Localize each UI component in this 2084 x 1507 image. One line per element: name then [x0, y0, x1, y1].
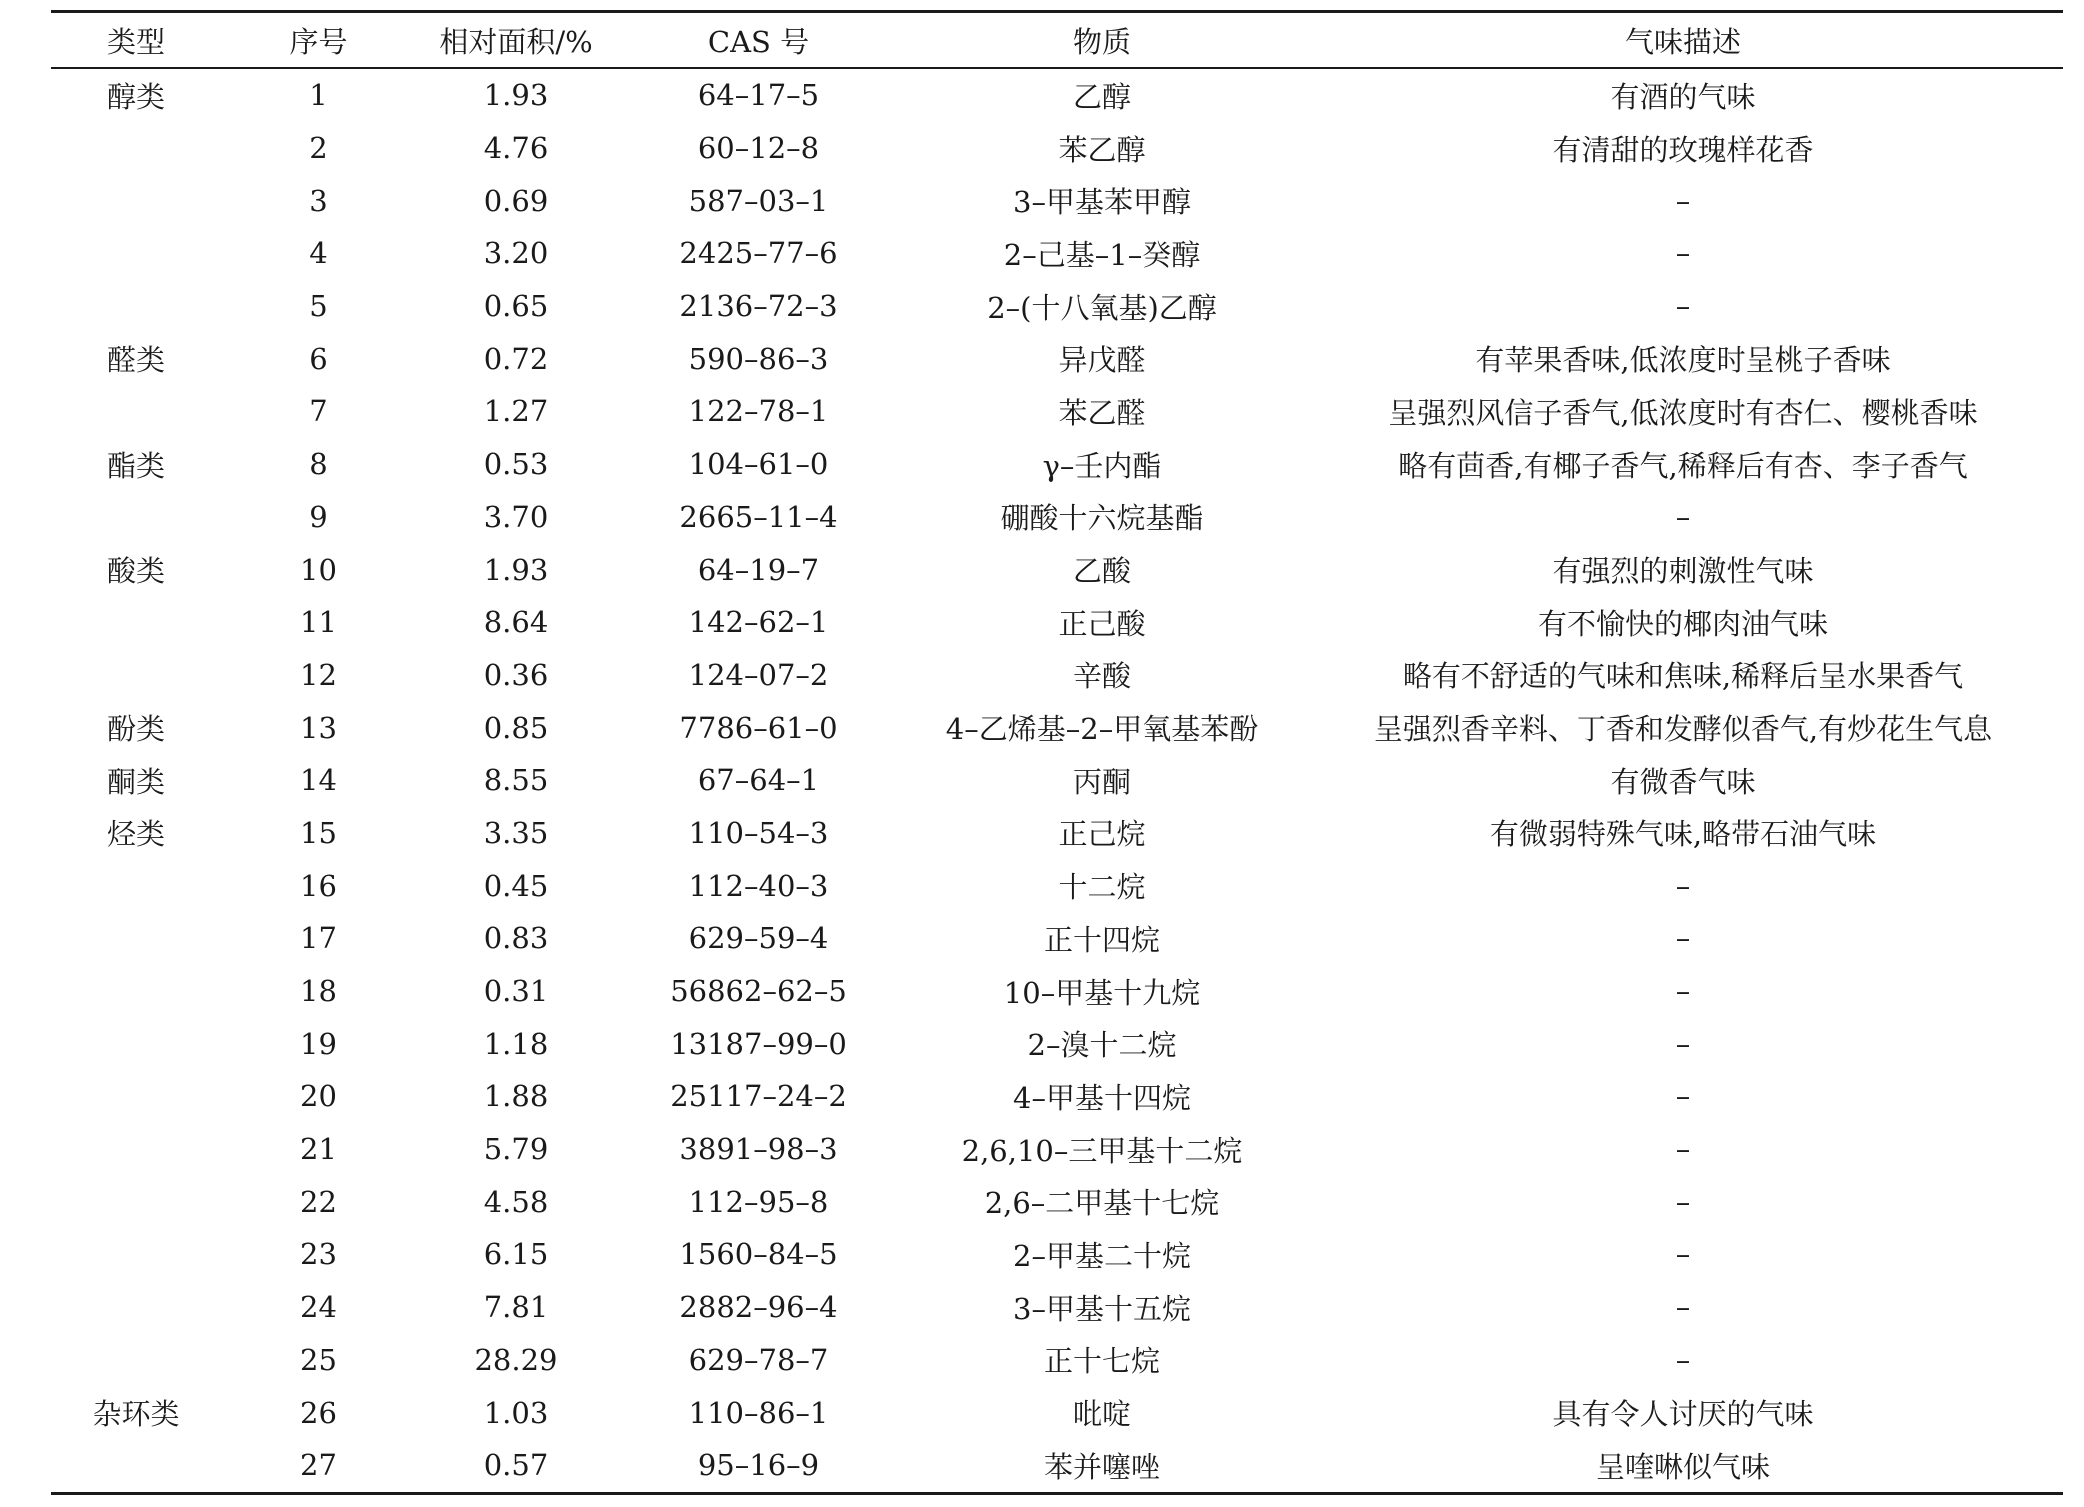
cell-type: 杂环类: [92, 1397, 180, 1432]
cell-area: 28.29: [474, 1342, 558, 1377]
cell-no: 13: [300, 710, 337, 745]
cell-substance: 3–甲基十五烷: [1013, 1291, 1191, 1326]
table-row: [51, 227, 2063, 280]
cell-no: 17: [300, 921, 337, 956]
cell-area: 5.79: [483, 1132, 549, 1167]
cell-type: 烃类: [106, 817, 165, 852]
cell-no: 10: [300, 552, 337, 587]
cell-area: 7.81: [483, 1290, 549, 1325]
cell-area: 6.15: [483, 1237, 549, 1272]
table-row: [51, 1281, 2063, 1334]
cell-no: 23: [300, 1237, 337, 1272]
bottom-rule: [51, 1492, 2063, 1495]
cell-area: 0.36: [483, 657, 549, 692]
cell-type: 酸类: [106, 554, 165, 589]
cell-no: 6: [309, 341, 328, 376]
table-row: [51, 385, 2063, 438]
table-row: [51, 438, 2063, 491]
cell-type: [51, 227, 221, 280]
cell-area: 3.70: [483, 499, 549, 534]
header-row: [51, 13, 2063, 67]
cell-area: 0.53: [483, 447, 549, 482]
cell-type: [51, 280, 221, 333]
cell-type: [51, 1334, 221, 1387]
cell-type: 醛类: [106, 343, 165, 378]
cell-substance: 正己烷: [1058, 817, 1146, 852]
cell-area: 3.20: [483, 236, 549, 271]
cell-area: 3.35: [483, 815, 549, 850]
header-type: 类型: [106, 24, 165, 59]
cell-type: [51, 174, 221, 227]
cell-type: 酮类: [106, 764, 165, 799]
cell-type: [51, 965, 221, 1018]
cell-no: 27: [300, 1448, 337, 1483]
cell-odor: –: [1675, 1342, 1691, 1377]
cell-area: 0.69: [483, 183, 549, 218]
cell-type: [51, 1070, 221, 1123]
table-row: [51, 1439, 2063, 1492]
cell-area: 1.88: [483, 1079, 549, 1114]
cell-area: 0.31: [483, 974, 549, 1009]
cell-type: [51, 1281, 221, 1334]
cell-odor: 有强烈的刺激性气味: [1552, 554, 1814, 589]
cell-substance: 4–甲基十四烷: [1013, 1080, 1191, 1115]
cell-type: [51, 912, 221, 965]
cell-odor: 有酒的气味: [1610, 79, 1756, 114]
cell-odor: 有微弱特殊气味,略带石油气味: [1489, 817, 1877, 852]
cell-area: 1.18: [483, 1026, 549, 1061]
compound-table: [51, 13, 2063, 67]
cell-type: [51, 1439, 221, 1492]
cell-cas: 587–03–1: [688, 183, 829, 218]
cell-substance: 正十四烷: [1043, 922, 1160, 957]
table-row: [51, 174, 2063, 227]
cell-odor: 略有不舒适的气味和焦味,稀释后呈水果香气: [1402, 659, 1964, 694]
table-row: [51, 1123, 2063, 1176]
header-no: 序号: [289, 24, 348, 59]
cell-area: 8.55: [483, 763, 549, 798]
cell-area: 1.93: [483, 552, 549, 587]
cell-no: 14: [300, 763, 337, 798]
cell-substance: 4–乙烯基–2–甲氧基苯酚: [945, 712, 1259, 747]
cell-odor: –: [1675, 289, 1691, 324]
cell-substance: γ–壬内酯: [1042, 448, 1162, 483]
cell-cas: 112–95–8: [688, 1184, 829, 1219]
cell-type: [51, 491, 221, 544]
table-row: [51, 649, 2063, 702]
cell-area: 1.03: [483, 1395, 549, 1430]
cell-odor: 略有茴香,有椰子香气,稀释后有杏、李子香气: [1398, 448, 1968, 483]
cell-cas: 629–78–7: [688, 1342, 829, 1377]
cell-cas: 7786–61–0: [679, 710, 838, 745]
cell-type: [51, 122, 221, 175]
cell-odor: –: [1675, 1026, 1691, 1061]
cell-cas: 110–54–3: [688, 815, 829, 850]
table-row: [51, 807, 2063, 860]
cell-odor: –: [1675, 1290, 1691, 1325]
cell-substance: 3–甲基苯甲醇: [1013, 185, 1191, 220]
cell-no: 7: [309, 394, 328, 429]
table-row: [51, 1228, 2063, 1281]
cell-substance: 2,6–二甲基十七烷: [984, 1186, 1220, 1221]
cell-no: 16: [300, 868, 337, 903]
cell-no: 19: [300, 1026, 337, 1061]
cell-cas: 124–07–2: [688, 657, 829, 692]
cell-area: 1.93: [483, 78, 549, 113]
cell-no: 4: [309, 236, 328, 271]
header-area: 相对面积/%: [439, 24, 593, 59]
table-row: [51, 491, 2063, 544]
cell-substance: 吡啶: [1072, 1397, 1131, 1432]
cell-substance: 异戊醛: [1058, 343, 1146, 378]
cell-area: 0.83: [483, 921, 549, 956]
table-row: [51, 543, 2063, 596]
table-row: [51, 1386, 2063, 1439]
cell-odor: –: [1675, 921, 1691, 956]
cell-cas: 2136–72–3: [679, 289, 838, 324]
table-row: [51, 69, 2063, 122]
cell-substance: 2–甲基二十烷: [1013, 1238, 1191, 1273]
cell-type: 酯类: [106, 448, 165, 483]
table-row: [51, 332, 2063, 385]
cell-type: [51, 1123, 221, 1176]
cell-cas: 25117–24–2: [670, 1079, 847, 1114]
table-row: [51, 1017, 2063, 1070]
cell-type: 酚类: [106, 712, 165, 747]
table-row: [51, 701, 2063, 754]
cell-type: [51, 1228, 221, 1281]
table-row: [51, 912, 2063, 965]
cell-no: 15: [300, 815, 337, 850]
cell-no: 26: [300, 1395, 337, 1430]
cell-cas: 64–17–5: [697, 78, 820, 113]
cell-substance: 正己酸: [1058, 606, 1146, 641]
cell-area: 4.58: [483, 1184, 549, 1219]
cell-cas: 110–86–1: [688, 1395, 829, 1430]
cell-no: 25: [300, 1342, 337, 1377]
cell-odor: –: [1675, 183, 1691, 218]
table-row: [51, 754, 2063, 807]
cell-substance: 10–甲基十九烷: [1003, 975, 1201, 1010]
cell-area: 0.57: [483, 1448, 549, 1483]
cell-substance: 2–溴十二烷: [1027, 1028, 1177, 1063]
cell-type: [51, 385, 221, 438]
cell-type: [51, 1175, 221, 1228]
cell-no: 9: [309, 499, 328, 534]
cell-cas: 112–40–3: [688, 868, 829, 903]
cell-odor: 呈强烈香辛料、丁香和发酵似香气,有炒花生气息: [1373, 712, 1993, 747]
cell-odor: 有清甜的玫瑰样花香: [1552, 132, 1814, 167]
cell-odor: 有苹果香味,低浓度时呈桃子香味: [1475, 343, 1891, 378]
cell-odor: 呈喹啉似气味: [1595, 1449, 1770, 1484]
cell-substance: 2–己基–1–癸醇: [1003, 237, 1201, 272]
cell-area: 4.76: [483, 131, 549, 166]
cell-substance: 2–(十八氧基)乙醇: [987, 290, 1217, 325]
cell-substance: 苯乙醇: [1058, 132, 1146, 167]
cell-cas: 56862–62–5: [670, 974, 847, 1009]
cell-substance: 2,6,10–三甲基十二烷: [961, 1133, 1243, 1168]
cell-type: [51, 596, 221, 649]
cell-cas: 104–61–0: [688, 447, 829, 482]
cell-substance: 乙醇: [1072, 79, 1131, 114]
cell-odor: –: [1675, 236, 1691, 271]
cell-no: 11: [300, 605, 337, 640]
cell-no: 5: [309, 289, 328, 324]
cell-cas: 590–86–3: [688, 341, 829, 376]
cell-substance: 硼酸十六烷基酯: [1000, 501, 1204, 536]
cell-cas: 95–16–9: [697, 1448, 820, 1483]
cell-cas: 3891–98–3: [679, 1132, 838, 1167]
cell-type: [51, 859, 221, 912]
cell-type: 醇类: [106, 79, 165, 114]
compound-table-body: [51, 69, 2063, 1492]
table-row: [51, 122, 2063, 175]
cell-substance: 正十七烷: [1043, 1344, 1160, 1379]
cell-cas: 2425–77–6: [679, 236, 838, 271]
table-row: [51, 965, 2063, 1018]
cell-area: 0.85: [483, 710, 549, 745]
cell-cas: 13187–99–0: [670, 1026, 847, 1061]
cell-no: 12: [300, 657, 337, 692]
cell-odor: 有不愉快的椰肉油气味: [1537, 606, 1828, 641]
cell-type: [51, 1017, 221, 1070]
cell-cas: 1560–84–5: [679, 1237, 838, 1272]
header-substance: 物质: [1072, 24, 1131, 59]
cell-substance: 丙酮: [1072, 764, 1131, 799]
cell-area: 0.45: [483, 868, 549, 903]
table-row: [51, 596, 2063, 649]
cell-odor: –: [1675, 868, 1691, 903]
table-row: [51, 280, 2063, 333]
cell-odor: –: [1675, 1184, 1691, 1219]
table-row: [51, 1334, 2063, 1387]
cell-substance: 十二烷: [1058, 870, 1146, 905]
cell-substance: 苯并噻唑: [1043, 1449, 1160, 1484]
cell-no: 22: [300, 1184, 337, 1219]
cell-cas: 2665–11–4: [679, 499, 838, 534]
cell-odor: –: [1675, 499, 1691, 534]
table-row: [51, 1175, 2063, 1228]
cell-no: 20: [300, 1079, 337, 1114]
table-body: [51, 69, 2063, 1492]
cell-substance: 苯乙醛: [1058, 395, 1146, 430]
cell-no: 24: [300, 1290, 337, 1325]
cell-odor: 有微香气味: [1610, 764, 1756, 799]
cell-substance: 乙酸: [1072, 554, 1131, 589]
cell-no: 18: [300, 974, 337, 1009]
cell-substance: 辛酸: [1072, 659, 1131, 694]
cell-odor: 呈强烈风信子香气,低浓度时有杏仁、樱桃香味: [1388, 395, 1978, 430]
cell-odor: –: [1675, 1132, 1691, 1167]
cell-cas: 142–62–1: [688, 605, 829, 640]
cell-cas: 67–64–1: [697, 763, 820, 798]
header-odor: 气味描述: [1624, 24, 1741, 59]
cell-no: 3: [309, 183, 328, 218]
cell-odor: 具有令人讨厌的气味: [1552, 1397, 1814, 1432]
cell-odor: –: [1675, 1237, 1691, 1272]
cell-no: 21: [300, 1132, 337, 1167]
cell-area: 0.65: [483, 289, 549, 324]
cell-cas: 2882–96–4: [679, 1290, 838, 1325]
compound-table-container: [51, 10, 2063, 1495]
table-row: [51, 859, 2063, 912]
cell-no: 1: [309, 78, 328, 113]
cell-cas: 629–59–4: [688, 921, 829, 956]
cell-no: 8: [309, 447, 328, 482]
cell-area: 1.27: [483, 394, 549, 429]
table-row: [51, 1070, 2063, 1123]
cell-cas: 64–19–7: [697, 552, 820, 587]
cell-type: [51, 649, 221, 702]
cell-odor: –: [1675, 1079, 1691, 1114]
cell-no: 2: [309, 131, 328, 166]
cell-cas: 122–78–1: [688, 394, 829, 429]
cell-area: 8.64: [483, 605, 549, 640]
header-cas: CAS 号: [707, 24, 810, 59]
cell-area: 0.72: [483, 341, 549, 376]
cell-cas: 60–12–8: [697, 131, 820, 166]
cell-odor: –: [1675, 974, 1691, 1009]
